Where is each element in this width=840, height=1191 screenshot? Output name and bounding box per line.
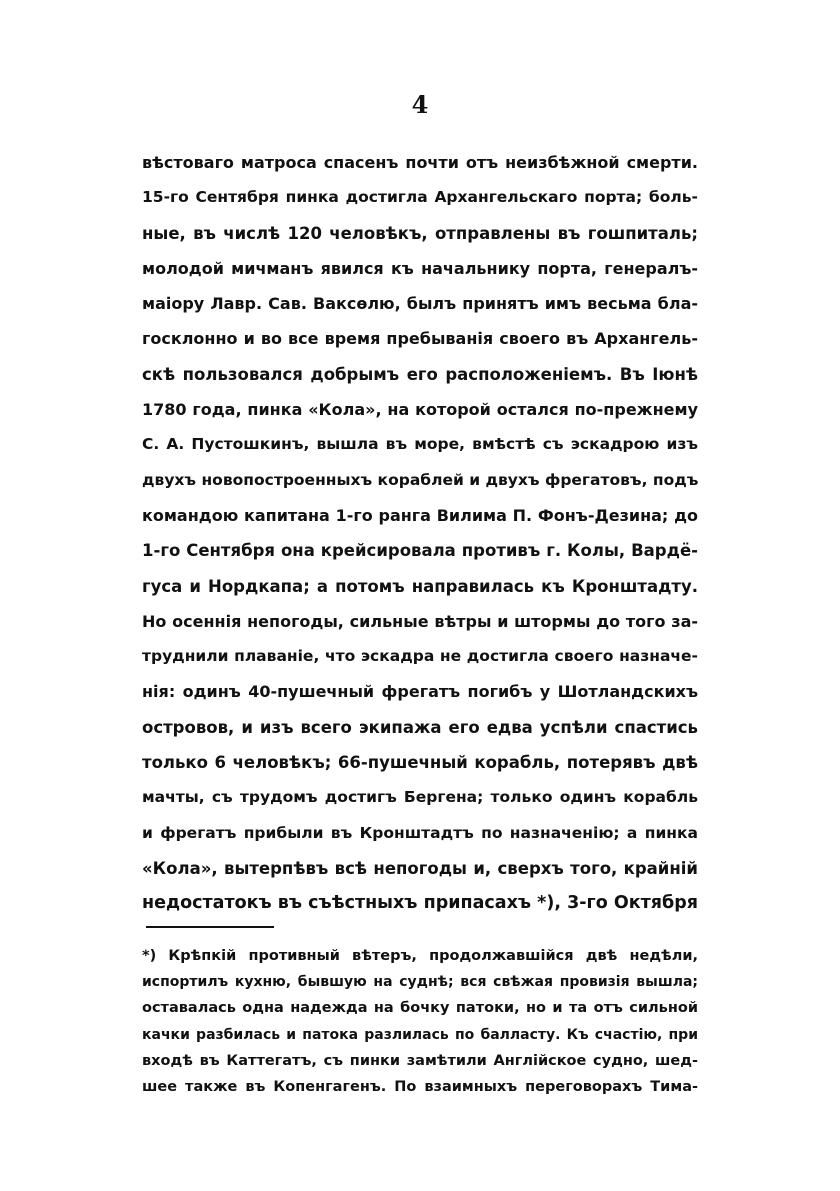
page-number: 4 [411, 90, 429, 119]
text-line: Но осеннія непогоды, сильные вѣтры и штормы до того за- [142, 611, 698, 631]
footnote-divider [146, 926, 274, 928]
footnote-line: *) Крѣпкій противный вѣтеръ, продолжавшійся двѣ недѣли, [142, 948, 698, 964]
text-line: вѣстоваго матроса спасенъ почти отъ неизбѣжной смерти. [142, 153, 698, 172]
text-line: молодой мичманъ явился къ начальнику порта, генералъ- [142, 258, 698, 278]
text-line: маіору Лавр. Сав. Ваксѳлю, былъ принятъ имъ весьма бла- [142, 294, 698, 314]
footnote-line: шее также въ Копенгагенъ. По взаимныхъ переговорахъ Тима- [142, 1078, 698, 1095]
text-line: и фрегатъ прибыли въ Кронштадтъ по назначенію; а пинка [142, 823, 698, 842]
text-line: командою капитана 1-го ранга Вилима П. Фонъ-Дезина; до [142, 505, 698, 525]
text-line: гуса и Нордкапа; а потомъ направилась къ Кронштадту. [142, 576, 698, 596]
footnote-line: испортилъ кухню, бывшую на суднѣ; вся свѣжая провизія вышла; [142, 974, 698, 991]
text-line: двухъ новопостроенныхъ кораблей и двухъ фрегатовъ, подъ [142, 470, 698, 489]
footnote-line: входѣ въ Каттегатъ, съ пинки замѣтили Англійское судно, шед- [142, 1052, 698, 1069]
text-line: 1780 года, пинка «Кола», на которой остался по-прежнему [142, 400, 698, 420]
text-line: мачты, съ трудомъ достигъ Бергена; только одинъ корабль [142, 788, 698, 807]
text-line: 15-го Сентября пинка достигла Архангельскаго порта; боль- [142, 188, 698, 207]
footnote-line: оставалась одна надежда на бочку патоки, но и та отъ сильной [142, 1000, 698, 1017]
text-line: труднили плаваніе, что эскадра не достигла своего назначе- [142, 647, 698, 666]
footnote-line: качки разбилась и патока разлилась по балласту. Къ счастію, при [142, 1026, 698, 1043]
text-line: нія: одинъ 40-пушечный фрегатъ погибъ у Шотландскихъ [142, 682, 698, 702]
text-line: госклонно и во все время пребыванія своего въ Архангель- [142, 329, 698, 349]
main-text-block [142, 145, 698, 922]
text-line: скѣ пользовался добрымъ его расположеніемъ. Въ Іюнѣ [142, 364, 698, 384]
text-line: С. А. Пустошкинъ, вышла въ море, вмѣстѣ съ эскадрою изъ [142, 435, 698, 454]
text-line: островов, и изъ всего экипажа его едва успѣли спастись [142, 717, 698, 737]
footnote-block [142, 943, 698, 1100]
text-line: 1-го Сентября она крейсировала противъ г. Колы, Вардё- [142, 541, 698, 561]
text-line: только 6 человѣкъ; 66-пушечный корабль, потерявъ двѣ [142, 753, 698, 773]
text-line: «Кола», вытерпѣвъ всѣ непогоды и, сверхъ того, крайній [142, 858, 698, 878]
text-line: недостатокъ въ съѣстныхъ припасахъ *), 3-го Октября [142, 893, 698, 914]
text-line: ные, въ числѣ 120 человѣкъ, отправлены въ гошпиталь; [142, 223, 698, 243]
